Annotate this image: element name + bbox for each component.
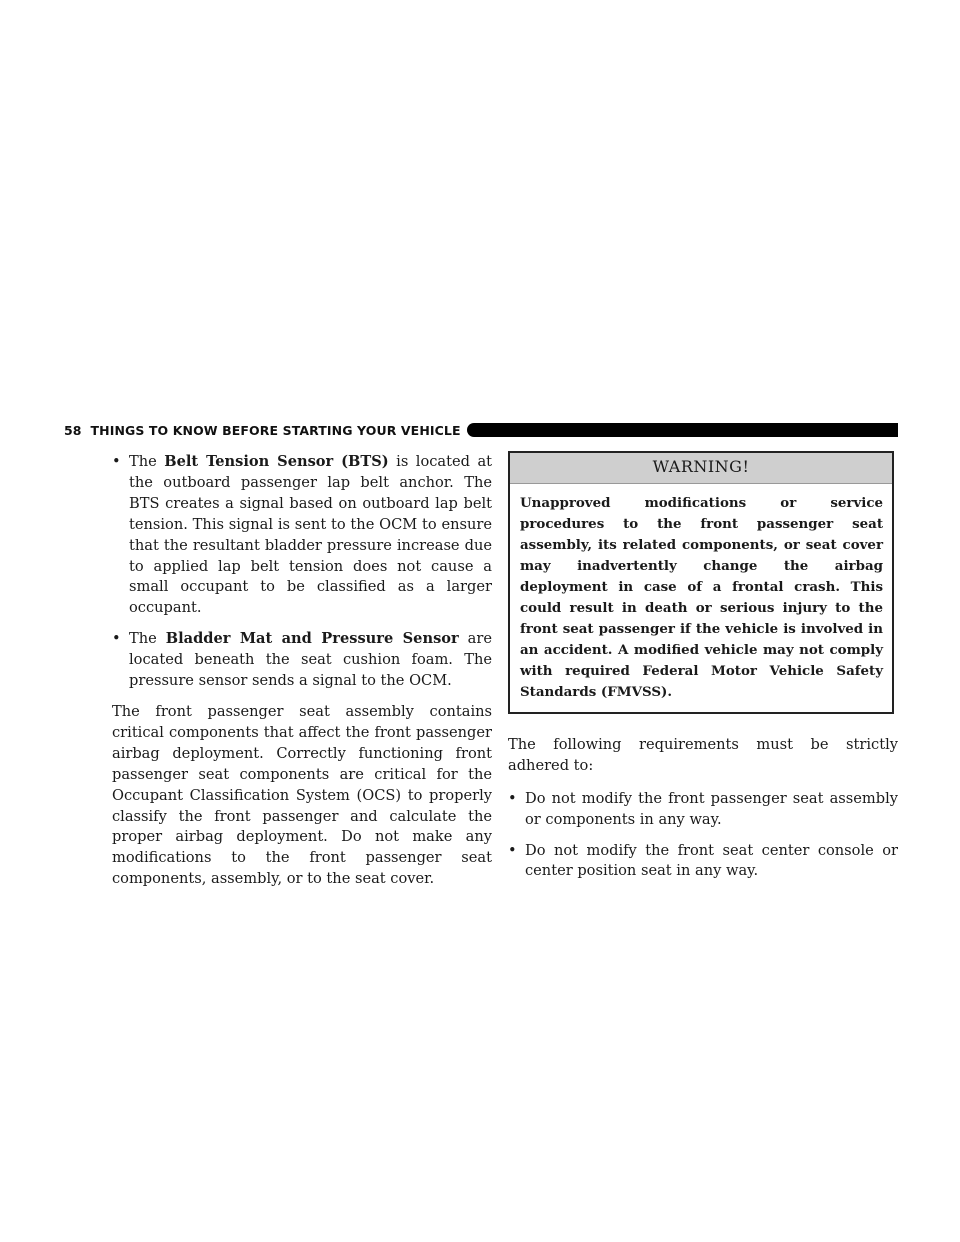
bullet-text: are located beneath the seat cushion foam. The pressure sensor sends a signal to the OCM. — [129, 630, 492, 690]
bullet-prefix: The — [129, 630, 166, 648]
page-header — [64, 420, 898, 440]
page-number: 58 — [64, 422, 82, 438]
left-column — [112, 452, 492, 890]
bullet-text: is located at the outboard passenger lap belt anchor. The BTS creates a signal based on outboard lap belt tension. This signal is sent to the OCM to ensure that the resultant bladder pressure increase due to applied lap belt tension does not cause a small occupant to be classified as a larger occupant. — [129, 453, 493, 617]
header-bar — [467, 423, 898, 437]
requirement-text: Do not modify the front seat center console or center position seat in any way. — [525, 841, 898, 880]
bullet-item-bladder-mat — [112, 629, 492, 692]
bullet-prefix: The — [129, 453, 165, 470]
right-column — [508, 451, 898, 892]
warning-body: Unapproved modifications or service procedures to the front passenger seat assembly, its related components, or seat cover may inadvertently change the airbag deployment in case of a frontal crash. This could result in death or serious injury to the front seat passenger if the vehicle is involved in an accident. A modified vehicle may not comply with required Federal Motor Vehicle Safety Standards (FMVSS). — [520, 494, 883, 700]
requirement-item — [508, 841, 898, 883]
bullet-term: Belt Tension Sensor (BTS) — [164, 453, 389, 470]
requirements-intro: The following requirements must be strictly adhered to: — [508, 735, 898, 774]
warning-box — [508, 451, 894, 714]
bullet-term: Bladder Mat and Pressure Sensor — [165, 630, 459, 648]
bullet-dot: • — [508, 841, 517, 859]
section-title: THINGS TO KNOW BEFORE STARTING YOUR VEHICLE — [90, 422, 461, 438]
seat-assembly-paragraph: The front passenger seat assembly contains critical components that affect the front passenger airbag deployment. Correctly functioning front passenger seat components are critical for the Occupant Classification System (OCS) to properly classify the front passenger and calculate the proper airbag deployment. Do not make any modifications to the front passenger seat components, assembly, or to the seat cover. — [112, 702, 492, 888]
bullet-item-bts — [112, 452, 492, 619]
bullet-dot: • — [508, 789, 517, 807]
bullet-dot: • — [112, 453, 121, 470]
requirement-text: Do not modify the front passenger seat assembly or components in any way. — [525, 789, 898, 828]
requirement-item — [508, 789, 898, 831]
page-header-text — [64, 423, 461, 438]
bullet-dot: • — [112, 630, 121, 648]
warning-title: WARNING! — [510, 453, 892, 484]
